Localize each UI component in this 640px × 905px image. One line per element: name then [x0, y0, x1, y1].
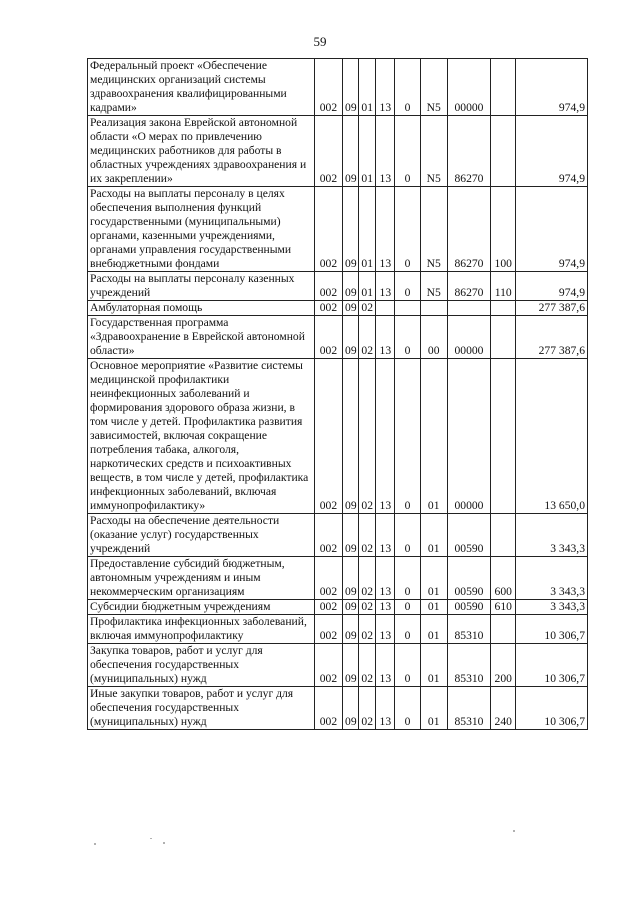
page-number: 59: [313, 34, 327, 49]
cell-sum: 10 306,7: [516, 615, 588, 644]
cell-sum: 13 650,0: [516, 359, 588, 514]
cell-p4: 00000: [447, 316, 490, 359]
cell-p1: 13: [376, 316, 395, 359]
cell-rz: 09: [343, 272, 359, 301]
cell-p1: 13: [376, 272, 395, 301]
scan-speck: [150, 838, 152, 839]
cell-p2: 0: [395, 644, 420, 687]
cell-sum: 3 343,3: [516, 557, 588, 600]
cell-rz: 09: [343, 644, 359, 687]
cell-p2: 0: [395, 514, 420, 557]
cell-adm: 002: [314, 557, 342, 600]
table-row: [88, 615, 588, 644]
table-row: [88, 316, 588, 359]
cell-p4: [447, 301, 490, 316]
cell-sum: 974,9: [516, 59, 588, 116]
cell-pr: 02: [359, 359, 376, 514]
cell-p3: 01: [420, 615, 447, 644]
cell-sum: 974,9: [516, 272, 588, 301]
cell-p4: 86270: [447, 187, 490, 272]
cell-adm: 002: [314, 615, 342, 644]
table-row: [88, 687, 588, 730]
cell-name: Закупка товаров, работ и услуг для обеспечения государственных (муниципальных) нужд: [88, 644, 315, 687]
cell-pr: 02: [359, 687, 376, 730]
cell-adm: 002: [314, 272, 342, 301]
cell-p4: 86270: [447, 272, 490, 301]
cell-p3: N5: [420, 187, 447, 272]
cell-name: Субсидии бюджетным учреждениям: [88, 600, 315, 615]
table-row: [88, 59, 588, 116]
cell-name: Расходы на выплаты персоналу в целях обеспечения выполнения функций государственными (муниципальными) органами, казенными учреждениями, органами управления государственными внебюджетными фондами: [88, 187, 315, 272]
cell-p3: 00: [420, 316, 447, 359]
cell-p4: 00590: [447, 514, 490, 557]
cell-p2: 0: [395, 615, 420, 644]
table-row: [88, 187, 588, 272]
cell-p2: 0: [395, 187, 420, 272]
cell-pr: 02: [359, 615, 376, 644]
cell-name: Расходы на обеспечение деятельности (оказание услуг) государственных учреждений: [88, 514, 315, 557]
cell-p1: 13: [376, 116, 395, 187]
cell-name: Профилактика инфекционных заболеваний, включая иммунопрофилактику: [88, 615, 315, 644]
budget-table-body: [88, 59, 588, 730]
cell-pr: 02: [359, 600, 376, 615]
cell-p3: N5: [420, 272, 447, 301]
cell-p1: 13: [376, 59, 395, 116]
cell-rz: 09: [343, 615, 359, 644]
cell-rz: 09: [343, 359, 359, 514]
cell-p3: N5: [420, 116, 447, 187]
cell-p4: 00590: [447, 557, 490, 600]
cell-adm: 002: [314, 644, 342, 687]
scan-speck: [513, 830, 515, 832]
cell-adm: 002: [314, 359, 342, 514]
cell-name: Федеральный проект «Обеспечение медицинских организаций системы здравоохранения квалифицированными кадрами»: [88, 59, 315, 116]
cell-vr: [491, 59, 516, 116]
cell-vr: 610: [491, 600, 516, 615]
cell-rz: 09: [343, 187, 359, 272]
cell-p4: 86270: [447, 116, 490, 187]
cell-p2: 0: [395, 316, 420, 359]
cell-p2: [395, 301, 420, 316]
cell-p2: 0: [395, 116, 420, 187]
cell-p4: 00000: [447, 359, 490, 514]
scan-speck: [94, 843, 96, 845]
cell-adm: 002: [314, 687, 342, 730]
cell-sum: 277 387,6: [516, 316, 588, 359]
cell-p2: 0: [395, 272, 420, 301]
cell-vr: 600: [491, 557, 516, 600]
cell-p2: 0: [395, 557, 420, 600]
cell-sum: 277 387,6: [516, 301, 588, 316]
cell-rz: 09: [343, 557, 359, 600]
cell-rz: 09: [343, 316, 359, 359]
cell-adm: 002: [314, 301, 342, 316]
cell-rz: 09: [343, 59, 359, 116]
cell-p3: N5: [420, 59, 447, 116]
cell-adm: 002: [314, 316, 342, 359]
cell-vr: 110: [491, 272, 516, 301]
cell-pr: 01: [359, 59, 376, 116]
cell-pr: 02: [359, 514, 376, 557]
cell-p2: 0: [395, 359, 420, 514]
cell-rz: 09: [343, 301, 359, 316]
cell-vr: [491, 359, 516, 514]
cell-adm: 002: [314, 600, 342, 615]
cell-vr: [491, 615, 516, 644]
cell-p1: 13: [376, 359, 395, 514]
cell-p1: 13: [376, 644, 395, 687]
cell-p2: 0: [395, 59, 420, 116]
cell-vr: [491, 316, 516, 359]
cell-p4: 85310: [447, 687, 490, 730]
cell-adm: 002: [314, 187, 342, 272]
table-row: [88, 644, 588, 687]
table-row: [88, 557, 588, 600]
cell-vr: 200: [491, 644, 516, 687]
cell-rz: 09: [343, 600, 359, 615]
cell-p1: 13: [376, 187, 395, 272]
cell-pr: 01: [359, 187, 376, 272]
cell-adm: 002: [314, 514, 342, 557]
cell-sum: 974,9: [516, 187, 588, 272]
cell-pr: 01: [359, 272, 376, 301]
cell-vr: [491, 116, 516, 187]
table-row: [88, 272, 588, 301]
budget-table: [87, 58, 588, 730]
cell-p3: 01: [420, 644, 447, 687]
cell-vr: [491, 514, 516, 557]
cell-p4: 85310: [447, 644, 490, 687]
scan-speck: [163, 842, 165, 844]
cell-pr: 02: [359, 557, 376, 600]
cell-name: Основное мероприятие «Развитие системы медицинской профилактики неинфекционных заболеваний и формирования здорового образа жизни, в том числе у детей. Профилактика развития зависимостей, включая сокращение потребления табака, алкоголя, наркотических средств и психоактивных веществ, в том числе у детей, профилактика инфекционных заболеваний, включая иммунопрофилактику»: [88, 359, 315, 514]
cell-name: Предоставление субсидий бюджетным, автономным учреждениям и иным некоммерческим организациям: [88, 557, 315, 600]
cell-name: Расходы на выплаты персоналу казенных учреждений: [88, 272, 315, 301]
table-row: [88, 359, 588, 514]
cell-p3: 01: [420, 600, 447, 615]
table-row: [88, 301, 588, 316]
cell-pr: 02: [359, 301, 376, 316]
cell-name: Амбулаторная помощь: [88, 301, 315, 316]
cell-rz: 09: [343, 514, 359, 557]
cell-p1: 13: [376, 615, 395, 644]
cell-pr: 02: [359, 316, 376, 359]
cell-name: Реализация закона Еврейской автономной области «О мерах по привлечению медицинских работников для работы в областных учреждениях здравоохранения и их закреплении»: [88, 116, 315, 187]
cell-p3: [420, 301, 447, 316]
cell-sum: 10 306,7: [516, 687, 588, 730]
cell-p3: 01: [420, 557, 447, 600]
cell-sum: 3 343,3: [516, 514, 588, 557]
cell-p2: 0: [395, 687, 420, 730]
cell-p2: 0: [395, 600, 420, 615]
cell-p3: 01: [420, 359, 447, 514]
cell-vr: 100: [491, 187, 516, 272]
cell-sum: 3 343,3: [516, 600, 588, 615]
cell-p4: 85310: [447, 615, 490, 644]
table-row: [88, 514, 588, 557]
table-row: [88, 600, 588, 615]
cell-rz: 09: [343, 687, 359, 730]
cell-adm: 002: [314, 59, 342, 116]
cell-p3: 01: [420, 687, 447, 730]
cell-name: Государственная программа «Здравоохранение в Еврейской автономной области»: [88, 316, 315, 359]
cell-rz: 09: [343, 116, 359, 187]
cell-p1: 13: [376, 687, 395, 730]
cell-vr: [491, 301, 516, 316]
cell-sum: 974,9: [516, 116, 588, 187]
cell-vr: 240: [491, 687, 516, 730]
cell-p4: 00000: [447, 59, 490, 116]
cell-p1: 13: [376, 514, 395, 557]
cell-name: Иные закупки товаров, работ и услуг для обеспечения государственных (муниципальных) нужд: [88, 687, 315, 730]
cell-p1: 13: [376, 557, 395, 600]
cell-pr: 01: [359, 116, 376, 187]
cell-p1: [376, 301, 395, 316]
cell-pr: 02: [359, 644, 376, 687]
table-row: [88, 116, 588, 187]
cell-p4: 00590: [447, 600, 490, 615]
cell-p1: 13: [376, 600, 395, 615]
cell-adm: 002: [314, 116, 342, 187]
cell-sum: 10 306,7: [516, 644, 588, 687]
cell-p3: 01: [420, 514, 447, 557]
